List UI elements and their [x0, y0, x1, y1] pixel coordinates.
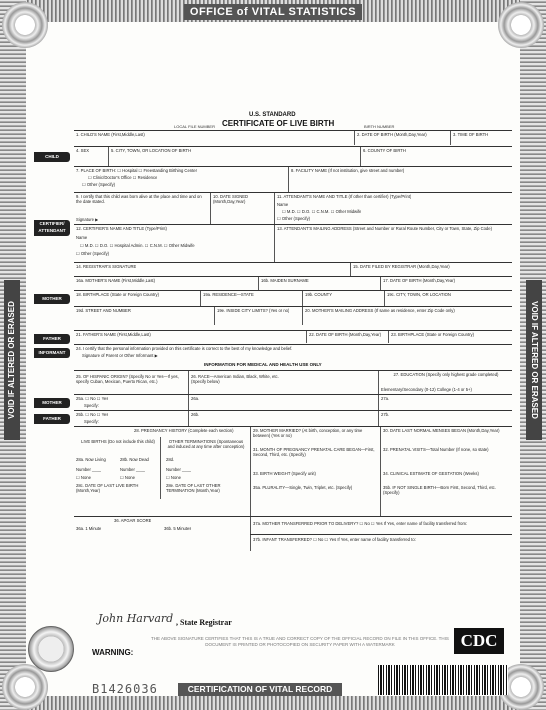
- field-mother-married[interactable]: 29. MOTHER MARRIED? (At birth, conception, or any time between) (Yes or no): [253, 428, 363, 438]
- field-live-births: LIVE BIRTHS (Do not include this child): [81, 439, 155, 444]
- cdc-logo: CDC: [454, 628, 504, 654]
- field-residence-county[interactable]: 19b. COUNTY: [305, 292, 332, 297]
- field-birth-weight[interactable]: 33. BIRTH WEIGHT (Specify unit): [253, 471, 316, 476]
- row-mother-name: [74, 276, 512, 291]
- field-attendant-name-title[interactable]: 11. ATTENDANT'S NAME AND TITLE (If other than certifier) (Type/Print): [277, 194, 412, 199]
- field-dead-number[interactable]: Number ____: [120, 467, 146, 472]
- row-place-of-birth: [74, 166, 512, 193]
- field-father-race[interactable]: 26b.: [191, 412, 200, 417]
- row-infant-transferred: [250, 534, 512, 545]
- field-mother-education[interactable]: 27a.: [381, 396, 390, 401]
- field-father-name[interactable]: 21. FATHER'S NAME (First,Middle,Last): [76, 332, 151, 337]
- field-dead-none[interactable]: ☐ None: [120, 475, 135, 480]
- field-living-none[interactable]: ☐ None: [76, 475, 91, 480]
- field-attendant-name[interactable]: Name: [277, 202, 289, 207]
- field-last-termination[interactable]: 28e. DATE OF LAST OTHER TERMINATION (Month,Year): [166, 483, 221, 493]
- field-certifier-signature[interactable]: Signature ▶: [76, 217, 99, 222]
- field-child-name[interactable]: 1. CHILD'S NAME (First,Middle,Last): [76, 132, 145, 137]
- field-date-of-birth[interactable]: 2. DATE OF BIRTH (Month,Day,Year): [357, 132, 427, 137]
- field-certifier-other[interactable]: ☐ Other (Specify): [76, 251, 110, 256]
- field-plurality[interactable]: 35a. PLURALITY—Single, Twin, Triplet, etc. (Specify): [253, 485, 353, 490]
- field-certifier-name-title[interactable]: 12. CERTIFIER'S NAME AND TITLE (Type/Print): [76, 226, 167, 231]
- row-mother-street: [74, 306, 512, 325]
- serial-number: B1426036: [92, 682, 158, 696]
- field-now-living[interactable]: 28a. Now Living: [76, 457, 106, 462]
- field-mother-birthplace[interactable]: 18. BIRTHPLACE (State or Foreign Country): [76, 292, 160, 297]
- guilloche-border-bottom: [0, 696, 546, 710]
- local-file-number: LOCAL FILE NUMBER: [174, 124, 215, 129]
- field-informant-certification: 24. I certify that the personal information provided on this certificate is correct to the best of my knowledge and belief.: [76, 346, 293, 351]
- field-maiden-surname[interactable]: 16b. MAIDEN SURNAME: [261, 278, 309, 283]
- field-apgar-score: 36. APGAR SCORE: [114, 518, 152, 523]
- barcode: [378, 665, 508, 695]
- rosette-top-right: [498, 2, 544, 48]
- field-place-of-birth-options[interactable]: ☐ Clinic/Doctor's Office ☐ Residence: [88, 175, 158, 180]
- certification-banner: CERTIFICATION OF VITAL RECORD: [178, 683, 342, 696]
- field-apgar-5min[interactable]: 36b. 5 Minutes: [164, 526, 192, 531]
- row-informant: [74, 344, 512, 359]
- row-mother-medical: [74, 394, 512, 411]
- field-date-signed[interactable]: 10. DATE SIGNED (Month,Day,Year): [213, 194, 249, 204]
- form-title-standard: U.S. STANDARD: [249, 112, 296, 118]
- section-father-medical: FATHER: [34, 414, 70, 424]
- warning-label: WARNING:: [92, 648, 134, 657]
- row-father-medical: [74, 410, 512, 427]
- field-residence-street[interactable]: 19d. STREET AND NUMBER: [76, 308, 131, 313]
- row-pregnancy-history: [74, 426, 512, 517]
- section-father: FATHER: [34, 334, 70, 344]
- field-certification-statement: 9. I certify that this child was born alive at the place and time and on the date stated.: [76, 194, 202, 204]
- state-registrar-label: , State Registrar: [176, 618, 232, 627]
- field-mother-transferred[interactable]: 37a. MOTHER TRANSFERRED PRIOR TO DELIVERY? ☐ No ☐ Yes If Yes, enter name of facility transferred from:: [253, 521, 468, 526]
- row-certifier-name: [74, 224, 512, 263]
- void-notice-right: VOID IF ALTERED OR ERASED: [526, 280, 542, 440]
- row-child-sex: [74, 146, 512, 167]
- section-certifier: CERTIFIER/ ATTENDANT: [34, 220, 70, 236]
- field-residence-state[interactable]: 19a. RESIDENCE—STATE: [203, 292, 254, 297]
- field-mother-hispanic-specify[interactable]: Specify:: [84, 403, 99, 408]
- field-birth-order[interactable]: 35b. IF NOT SINGLE BIRTH—Born First, Second, Third, etc. (Specify): [383, 485, 496, 495]
- field-other-terminations-count[interactable]: 28d.: [166, 457, 175, 462]
- section-mother: MOTHER: [34, 294, 70, 304]
- field-mother-mailing-address[interactable]: 20. MOTHER'S MAILING ADDRESS (If same as residence, enter Zip Code only): [305, 308, 455, 313]
- row-certification: [74, 192, 512, 225]
- field-race: 26. RACE—American Indian, Black, White, etc. (Specify below): [191, 374, 279, 384]
- field-place-of-birth-other[interactable]: ☐ Other (Specify): [82, 182, 116, 187]
- field-city-of-birth[interactable]: 5. CITY, TOWN, OR LOCATION OF BIRTH: [111, 148, 192, 153]
- field-mother-name[interactable]: 16a. MOTHER'S NAME (First,Middle,Last): [76, 278, 155, 283]
- field-now-dead[interactable]: 28b. Now Dead: [120, 457, 149, 462]
- rosette-top-left: [2, 2, 48, 48]
- field-terminations-none[interactable]: ☐ None: [166, 475, 181, 480]
- field-infant-transferred[interactable]: 37b. INFANT TRANSFERRED? ☐ No ☐ Yes If Yes, enter name of facility transferred to:: [253, 537, 416, 542]
- birth-certificate-form: [34, 108, 512, 560]
- field-prenatal-care-began[interactable]: 31. MONTH OF PREGNANCY PRENATAL CARE BEGAN—First, Second, Third, etc. (Specify): [253, 447, 375, 457]
- field-father-birthplace[interactable]: 23. BIRTHPLACE (State or Foreign Country): [391, 332, 475, 337]
- field-father-hispanic[interactable]: 25b. ☐ No ☐ Yes: [76, 412, 109, 417]
- field-prenatal-visits[interactable]: 32. PRENATAL VISITS—Total Number (If none, so state): [383, 447, 489, 452]
- field-last-live-birth[interactable]: 28c. DATE OF LAST LIVE BIRTH (Month,Year): [76, 483, 139, 493]
- field-registrar-signature[interactable]: 14. REGISTRAR'S SIGNATURE: [76, 264, 137, 269]
- row-mother-birthplace: [74, 290, 512, 307]
- field-certifier-name[interactable]: Name: [76, 235, 88, 240]
- field-facility-name[interactable]: 8. FACILITY NAME (If not institution, give street and number): [291, 168, 405, 173]
- field-attendant-mailing-address[interactable]: 13. ATTENDANT'S MAILING ADDRESS (Street and Number or Rural Route Number, City or Town, State, Zip Code): [277, 226, 492, 231]
- section-informant: INFORMANT: [34, 348, 70, 358]
- field-date-filed[interactable]: 15. DATE FILED BY REGISTRAR (Month,Day,Year): [353, 264, 450, 269]
- field-education: 27. EDUCATION (Specify only highest grade completed): [393, 372, 499, 377]
- field-county-of-birth[interactable]: 6. COUNTY OF BIRTH: [363, 148, 406, 153]
- field-last-menses[interactable]: 30. DATE LAST NORMAL MENSES BEGAN (Month,Day,Year): [383, 428, 500, 433]
- field-hispanic-origin: 25. OF HISPANIC ORIGIN? (Specify No or Yes—If yes, specify Cuban, Mexican, Puerto Rican, etc.): [76, 374, 179, 384]
- void-notice-left: VOID IF ALTERED OR ERASED: [4, 280, 20, 440]
- field-gestation[interactable]: 34. CLINICAL ESTIMATE OF GESTATION (Weeks): [383, 471, 479, 476]
- row-registrar: [74, 262, 512, 277]
- field-father-hispanic-specify[interactable]: Specify:: [84, 419, 99, 424]
- field-apgar-1min[interactable]: 36a. 1 Minute: [76, 526, 102, 531]
- field-inside-city-limits[interactable]: 19e. INSIDE CITY LIMITS? (Yes or no): [217, 308, 290, 313]
- medical-info-title: INFORMATION FOR MEDICAL AND HEALTH USE ONLY: [204, 362, 322, 367]
- field-mother-dob[interactable]: 17. DATE OF BIRTH (Month,Day,Year): [383, 278, 455, 283]
- field-pregnancy-history: 28. PREGNANCY HISTORY (Complete each section): [134, 428, 234, 433]
- state-seal: [28, 626, 74, 672]
- field-certifier-title-options[interactable]: ☐ M.D. ☐ D.O. ☐ Hospital Admin. ☐ C.N.M. ☐ Other Midwife: [80, 243, 195, 248]
- section-child: CHILD: [34, 152, 70, 162]
- certification-statement: THE ABOVE SIGNATURE CERTIFIES THAT THIS IS A TRUE AND CORRECT COPY OF THE OFFICIAL RECORD ON FILE IN THIS OFFICE. THIS DOCUMENT IS PRINTED OR PHOTOCOPIED ON SECURITY PAPER WITH A WATERMARK: [151, 636, 449, 647]
- field-father-dob[interactable]: 22. DATE OF BIRTH (Month,Day,Year): [309, 332, 381, 337]
- field-father-education[interactable]: 27b.: [381, 412, 390, 417]
- field-mother-hispanic[interactable]: 25a. ☐ No ☐ Yes: [76, 396, 109, 401]
- row-hispanic-race-education: [74, 370, 512, 395]
- field-residence-city[interactable]: 19c. CITY, TOWN, OR LOCATION: [387, 292, 451, 297]
- field-time-of-birth[interactable]: 3. TIME OF BIRTH: [453, 132, 489, 137]
- row-apgar: [74, 516, 512, 535]
- section-mother-medical: MOTHER: [34, 398, 70, 408]
- row-child-name: [74, 130, 512, 145]
- field-place-of-birth[interactable]: 7. PLACE OF BIRTH: ☐ Hospital ☐ Freestanding Birthing Center: [76, 168, 198, 173]
- field-attendant-other[interactable]: ☐ Other (Specify): [277, 216, 311, 221]
- row-father: [74, 330, 512, 343]
- birth-number: BIRTH NUMBER: [364, 124, 395, 129]
- rosette-bottom-left: [2, 664, 48, 710]
- field-terminations-number[interactable]: Number ____: [166, 467, 192, 472]
- registrar-signature: John Harvard: [98, 612, 174, 625]
- field-mother-race[interactable]: 26a.: [191, 396, 200, 401]
- field-informant-signature[interactable]: Signature of Parent or Other Informant ▶: [82, 353, 158, 358]
- field-attendant-title-options[interactable]: ☐ M.D. ☐ D.O. ☐ C.N.M. ☐ Other Midwife: [282, 209, 362, 214]
- office-banner: OFFICE of VITAL STATISTICS: [184, 4, 362, 20]
- field-living-number[interactable]: Number ____: [76, 467, 102, 472]
- field-sex[interactable]: 4. SEX: [76, 148, 90, 153]
- field-education-columns: Elementary/Secondary (0-12) College (1-4 or 5+): [381, 387, 472, 392]
- field-other-terminations: OTHER TERMINATIONS (Spontaneous and induced at any time after conception): [167, 439, 245, 449]
- form-title: CERTIFICATE OF LIVE BIRTH: [222, 119, 335, 128]
